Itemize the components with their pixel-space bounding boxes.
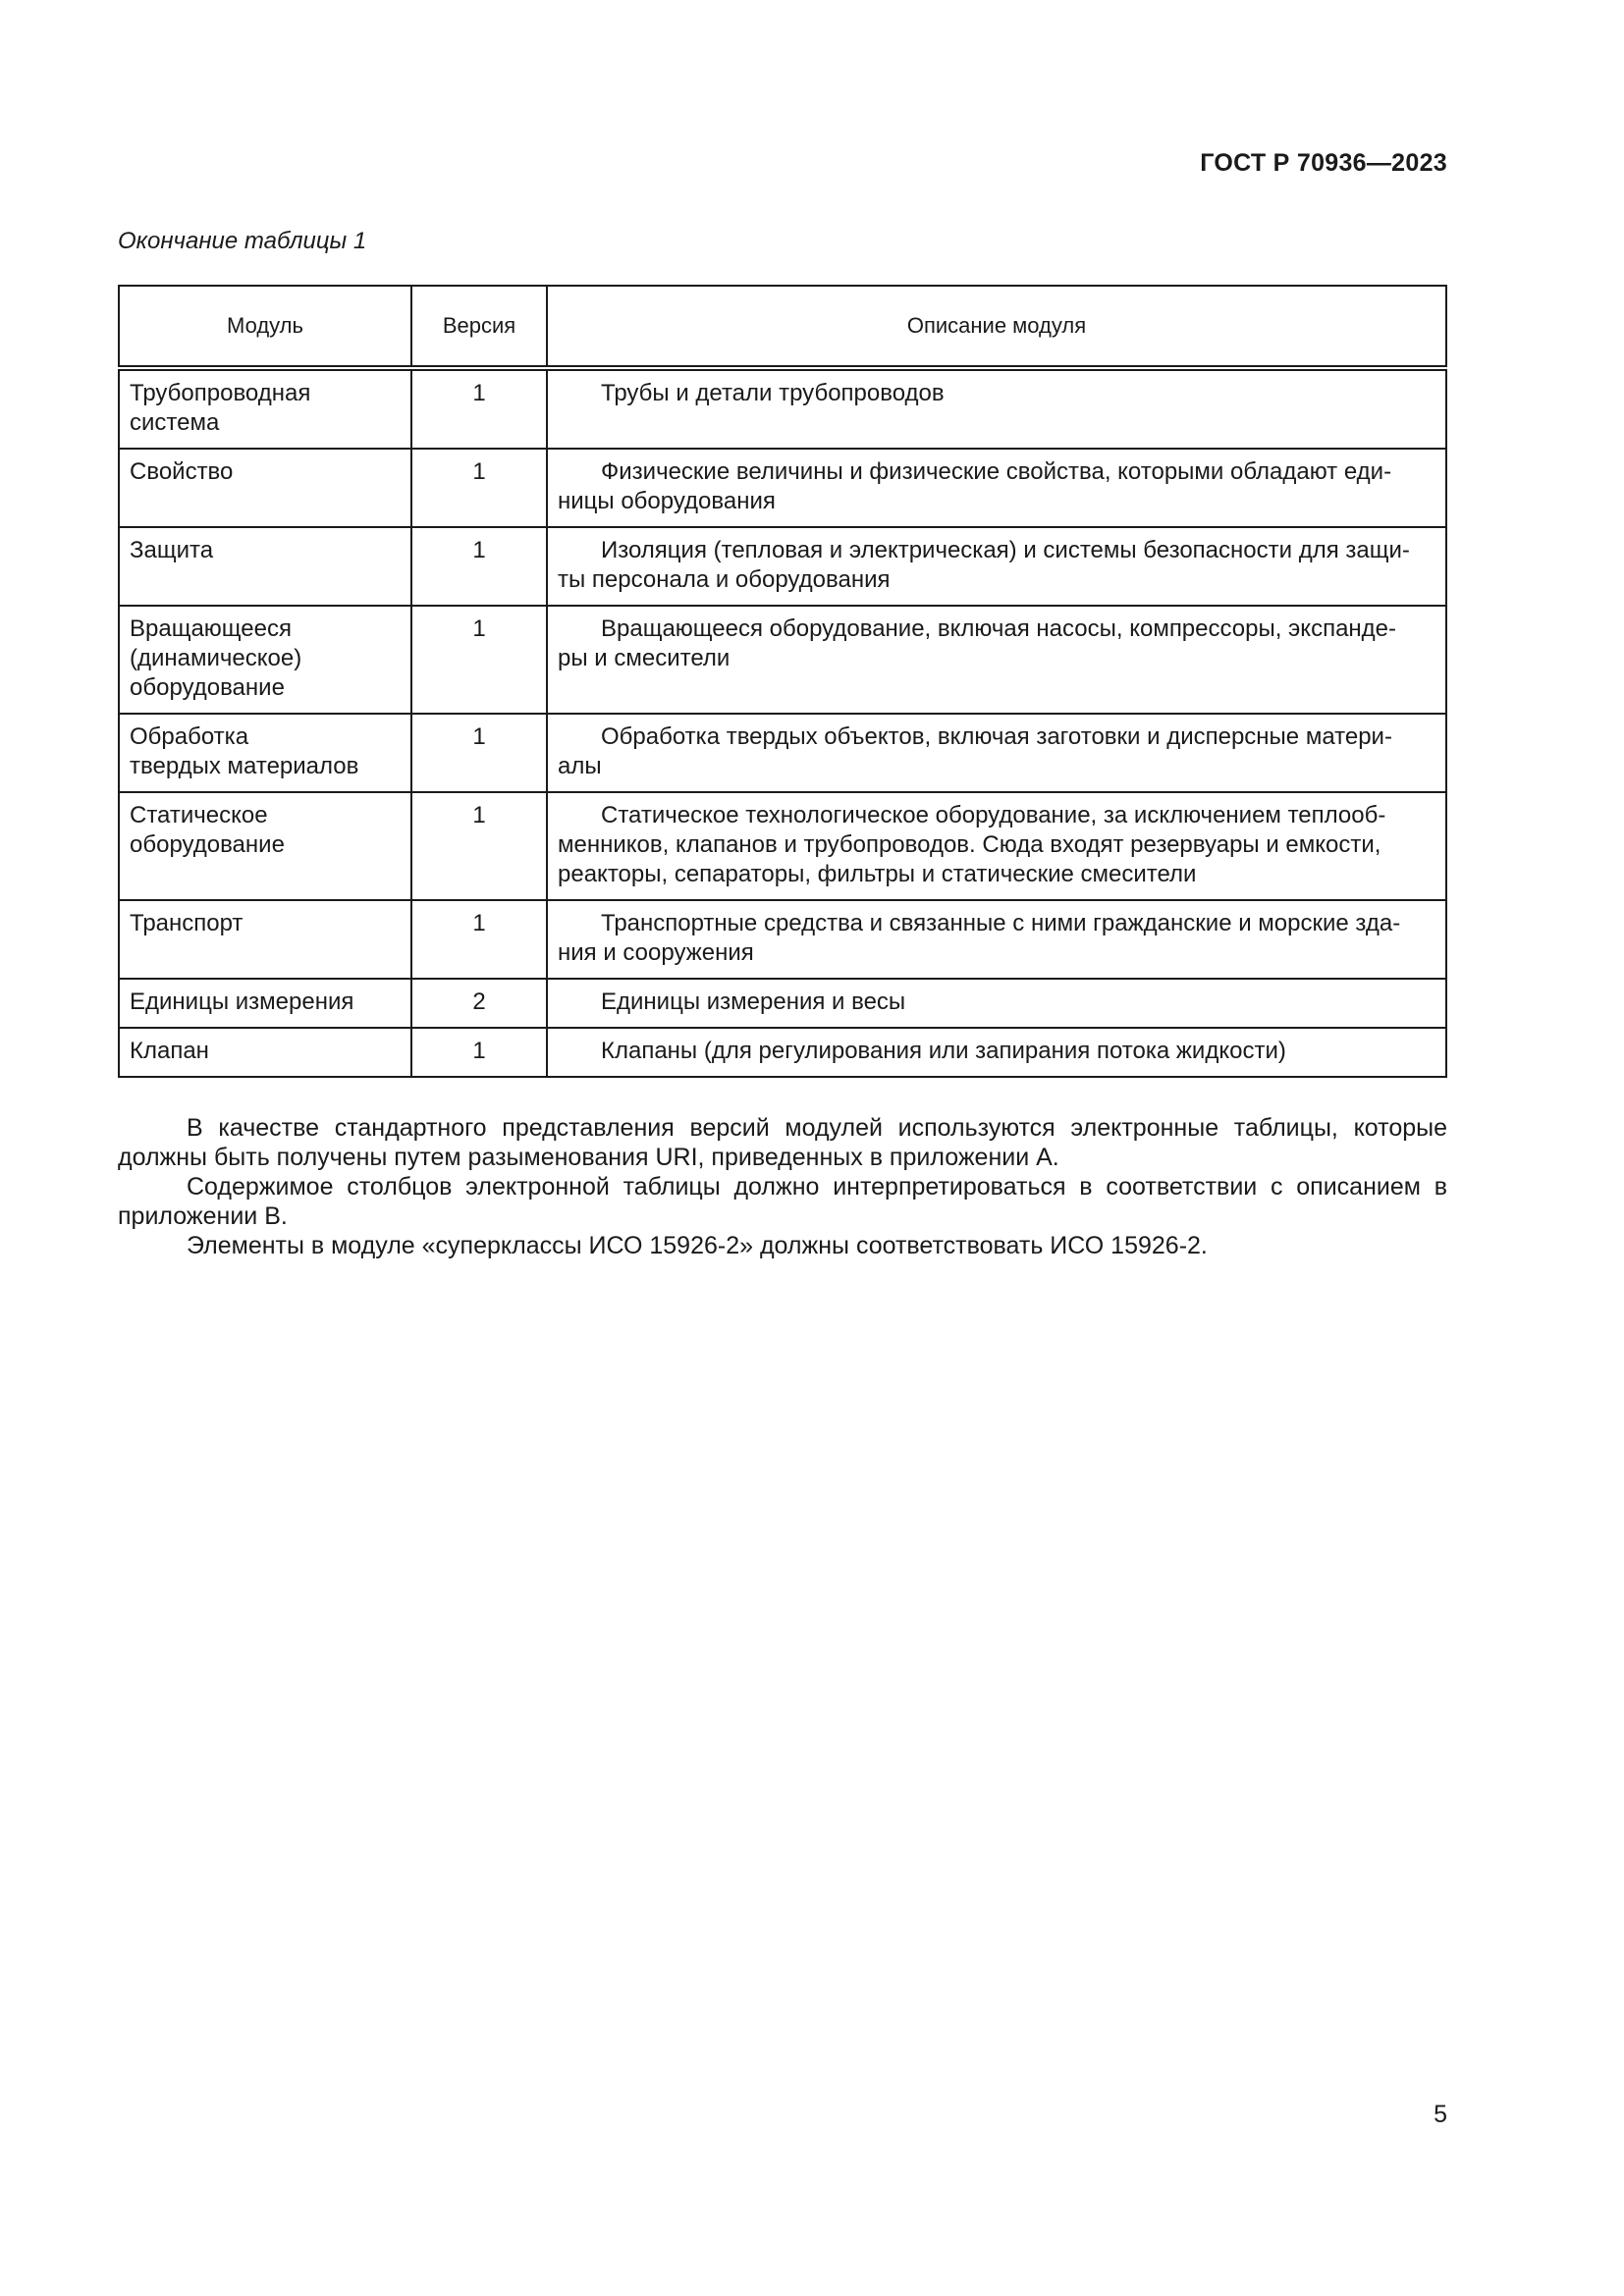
module-cell (119, 368, 411, 449)
description-line: ницы оборудования (558, 488, 776, 514)
description-line: Обработка твердых объектов, включая заготовки и дисперсные матери- (601, 723, 1392, 750)
description-line: ры и смесители (558, 645, 731, 671)
version-cell: 1 (411, 606, 547, 714)
description-cell (547, 368, 1446, 449)
body-text (118, 1113, 1447, 1260)
description-line: Вращающееся оборудование, включая насосы, компрессоры, экспанде- (601, 615, 1397, 642)
module-cell (119, 792, 411, 900)
description-line: Статическое технологическое оборудование, за исключением теплооб- (601, 802, 1386, 828)
description-line: Транспортные средства и связанные с ними гражданские и морские зда- (601, 910, 1401, 936)
table-row (119, 449, 1446, 527)
table-row (119, 1028, 1446, 1077)
module-name-line: (динамическое) (130, 645, 302, 671)
description-line: реакторы, сепараторы, фильтры и статические смесители (558, 861, 1197, 887)
module-cell (119, 979, 411, 1028)
description-cell (547, 449, 1446, 527)
version-cell: 1 (411, 449, 547, 527)
description-line: Изоляция (тепловая и электрическая) и системы безопасности для защи- (601, 537, 1410, 563)
column-header-module: Модуль (119, 286, 411, 368)
description-line: ты персонала и оборудования (558, 566, 891, 593)
paragraph: Содержимое столбцов электронной таблицы должно интерпретироваться в соответствии с описанием в приложении В. (118, 1173, 1447, 1230)
paragraph: В качестве стандартного представления версий модулей используются электронные таблицы, которые должны быть получены путем разыменования URI, приведенных в приложении А. (118, 1114, 1447, 1171)
module-cell (119, 449, 411, 527)
module-cell (119, 1028, 411, 1077)
module-name-line: оборудование (130, 831, 285, 858)
module-name-line: оборудование (130, 674, 285, 701)
table-caption: Окончание таблицы 1 (118, 228, 367, 254)
module-name-line: Трубопроводная (130, 380, 311, 406)
description-cell (547, 1028, 1446, 1077)
module-cell (119, 527, 411, 606)
table-row (119, 368, 1446, 449)
table-header-row (119, 286, 1446, 368)
description-cell (547, 792, 1446, 900)
module-name-line: Вращающееся (130, 615, 292, 642)
table-row (119, 714, 1446, 792)
table-row (119, 792, 1446, 900)
description-line: Трубы и детали трубопроводов (601, 380, 945, 406)
module-name-line: система (130, 409, 220, 436)
column-header-description: Описание модуля (547, 286, 1446, 368)
table-row (119, 606, 1446, 714)
description-line: Единицы измерения и весы (601, 988, 906, 1015)
module-cell (119, 900, 411, 979)
version-cell: 1 (411, 792, 547, 900)
table-body (119, 368, 1446, 1077)
module-name-line: Клапан (130, 1038, 209, 1064)
version-cell: 1 (411, 527, 547, 606)
description-line: Физические величины и физические свойства, которыми обладают еди- (601, 458, 1392, 485)
description-cell (547, 900, 1446, 979)
table-row (119, 527, 1446, 606)
paragraph: Элементы в модуле «суперклассы ИСО 15926-2» должны соответствовать ИСО 15926-2. (187, 1232, 1208, 1259)
modules-table (118, 285, 1447, 1078)
description-line: алы (558, 753, 602, 779)
description-cell (547, 979, 1446, 1028)
module-cell (119, 606, 411, 714)
version-cell: 2 (411, 979, 547, 1028)
module-name-line: Защита (130, 537, 214, 563)
description-cell (547, 606, 1446, 714)
version-cell: 1 (411, 368, 547, 449)
column-header-version: Версия (411, 286, 547, 368)
table-row (119, 979, 1446, 1028)
description-line: ния и сооружения (558, 939, 754, 966)
module-name-line: Статическое (130, 802, 268, 828)
module-name-line: Единицы измерения (130, 988, 354, 1015)
page-number: 5 (1434, 2101, 1447, 2128)
table-row (119, 900, 1446, 979)
document-code: ГОСТ Р 70936—2023 (1200, 149, 1447, 177)
description-cell (547, 714, 1446, 792)
module-name-line: Транспорт (130, 910, 244, 936)
version-cell: 1 (411, 900, 547, 979)
module-name-line: твердых материалов (130, 753, 359, 779)
module-cell (119, 714, 411, 792)
description-line: Клапаны (для регулирования или запирания потока жидкости) (601, 1038, 1286, 1064)
module-name-line: Обработка (130, 723, 249, 750)
description-line: менников, клапанов и трубопроводов. Сюда входят резервуары и емкости, (558, 831, 1381, 858)
version-cell: 1 (411, 714, 547, 792)
version-cell: 1 (411, 1028, 547, 1077)
module-name-line: Свойство (130, 458, 234, 485)
description-cell (547, 527, 1446, 606)
